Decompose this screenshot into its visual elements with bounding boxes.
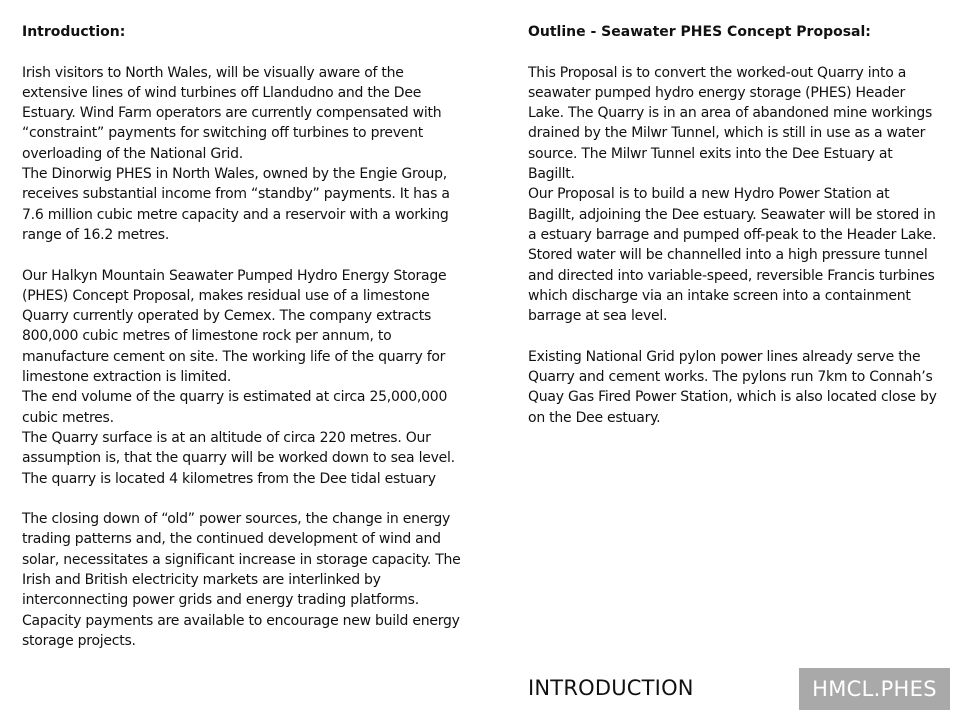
paragraph-quarry-altitude: The Quarry surface is at an altitude of circa 220 metres. Our assumption is, that the quarry will be worked down to sea level. The quarry is located 4 kilometres from the Dee tidal estuary — [22, 429, 455, 487]
section-title: INTRODUCTION — [528, 676, 694, 700]
right-column — [528, 22, 938, 428]
paragraph-storage-capacity: The closing down of “old” power sources, the change in energy trading patterns and, the continued development of wind and solar, necessitates a significant increase in storage capacity. The Irish and British electricity markets are interlinked by interconnecting power grids and energy trading platforms. Capacity payments are available to encourage new build energy storage projects. — [22, 511, 461, 649]
outline-heading: Outline - Seawater PHES Concept Proposal: — [528, 24, 871, 40]
introduction-heading: Introduction: — [22, 24, 126, 40]
paragraph-spacer — [22, 489, 472, 509]
left-column — [22, 22, 472, 651]
paragraph-spacer — [22, 245, 472, 265]
paragraph-hydro-station: Our Proposal is to build a new Hydro Power Station at Bagillt, adjoining the Dee estuary. Seawater will be stored in a estuary barrage and pumped off-peak to the Header Lake. Stored water will be channelled into a high pressure tunnel and directed into variable-speed, reversible Francis turbines which discharge via an intake screen into a containment barrage at sea level. — [528, 186, 937, 325]
paragraph-halkyn-proposal: Our Halkyn Mountain Seawater Pumped Hydro Energy Storage (PHES) Concept Proposal, makes residual use of a limestone Quarry currently operated by Cemex. The company extracts 800,000 cubic metres of limestone rock per annum, to manufacture cement on site. The working life of the quarry for limestone extraction is limited. — [22, 267, 447, 386]
paragraph-wind-farms: Irish visitors to North Wales, will be visually aware of the extensive lines of wind turbines off Llandudno and the Dee Estuary. Wind Farm operators are currently compensated with “constraint” payments for switching off turbines to prevent overloading of the National Grid. — [22, 64, 442, 162]
paragraph-spacer — [528, 326, 938, 346]
paragraph-convert-quarry: This Proposal is to convert the worked-out Quarry into a seawater pumped hydro energy storage (PHES) Header Lake. The Quarry is in an area of abandoned mine workings drained by the Milwr Tunnel, which is still in use as a water source. The Milwr Tunnel exits into the Dee Estuary at Bagillt. — [528, 64, 933, 183]
paragraph-pylon-lines: Existing National Grid pylon power lines already serve the Quarry and cement works. The pylons run 7km to Connah’s Quay Gas Fired Power Station, which is also located close by on the Dee estuary. — [528, 348, 937, 426]
logo-badge: HMCL.PHES — [799, 668, 950, 710]
paragraph-end-volume: The end volume of the quarry is estimated at circa 25,000,000 cubic metres. — [22, 389, 448, 426]
paragraph-dinorwig: The Dinorwig PHES in North Wales, owned by the Engie Group, receives substantial income from “standby” payments. It has a 7.6 million cubic metre capacity and a reservoir with a working range of 16.2 metres. — [22, 166, 450, 243]
